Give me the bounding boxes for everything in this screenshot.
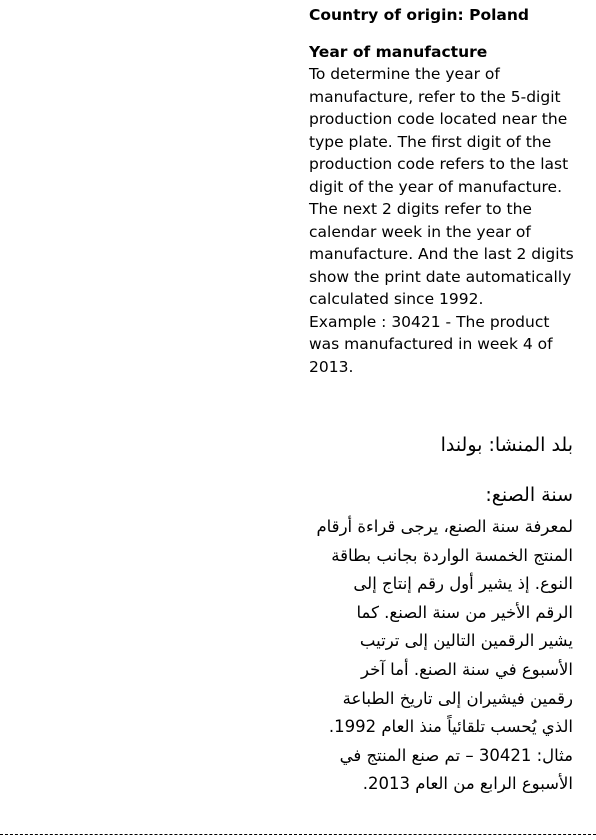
country-of-origin-en: Country of origin: Poland <box>309 6 529 24</box>
text-line: 2013. <box>309 357 354 376</box>
text-line: النوع. إذ يشير أول رقم إنتاج إلى <box>353 574 573 594</box>
text-line: manufacture, refer to the 5-digit <box>309 87 561 106</box>
text-line: calendar week in the year of <box>309 222 531 241</box>
year-of-manufacture-text-ar <box>290 513 573 799</box>
year-of-manufacture-text-en <box>309 63 575 378</box>
text-line: manufacture. And the last 2 digits <box>309 245 574 263</box>
english-section <box>309 4 575 378</box>
dashed-cut-line <box>0 834 596 835</box>
text-line: To determine the year of <box>309 65 500 83</box>
text-line: مثال: 30421 – تم صنع المنتج في <box>339 745 573 765</box>
text-line: الأسبوع في سنة الصنع. أما آخر <box>361 659 573 679</box>
text-line: was manufactured in week 4 of <box>309 335 553 353</box>
text-line: type plate. The first digit of the <box>309 132 552 151</box>
text-line: Example : 30421 - The product <box>309 312 550 331</box>
country-of-origin-ar: بلد المنشا: بولندا <box>440 434 573 456</box>
year-of-manufacture-heading-ar: سنة الصنع: <box>485 484 573 506</box>
text-line: المنتج الخمسة الواردة بجانب بطاقة <box>331 545 573 565</box>
text-line: production code located near the <box>309 110 568 128</box>
text-line: الأسبوع الرابع من العام 2013. <box>362 774 573 794</box>
year-of-manufacture-heading-en: Year of manufacture <box>309 43 488 61</box>
text-line: رقمين فيشيران إلى تاريخ الطباعة <box>342 688 573 708</box>
text-line: يشير الرقمين التالين إلى ترتيب <box>359 631 573 651</box>
text-line: show the print date automatically <box>309 267 572 286</box>
text-line: calculated since 1992. <box>309 290 484 308</box>
arabic-section <box>290 427 573 799</box>
text-line: لمعرفة سنة الصنع، يرجى قراءة أرقام <box>316 517 573 536</box>
text-line: production code refers to the last <box>309 155 569 173</box>
text-line: الرقم الأخير من سنة الصنع. كما <box>356 602 573 622</box>
text-line: The next 2 digits refer to the <box>309 200 532 218</box>
text-line: الذي يُحسب تلقائياً منذ العام 1992. <box>328 717 573 737</box>
text-line: digit of the year of manufacture. <box>309 177 563 196</box>
